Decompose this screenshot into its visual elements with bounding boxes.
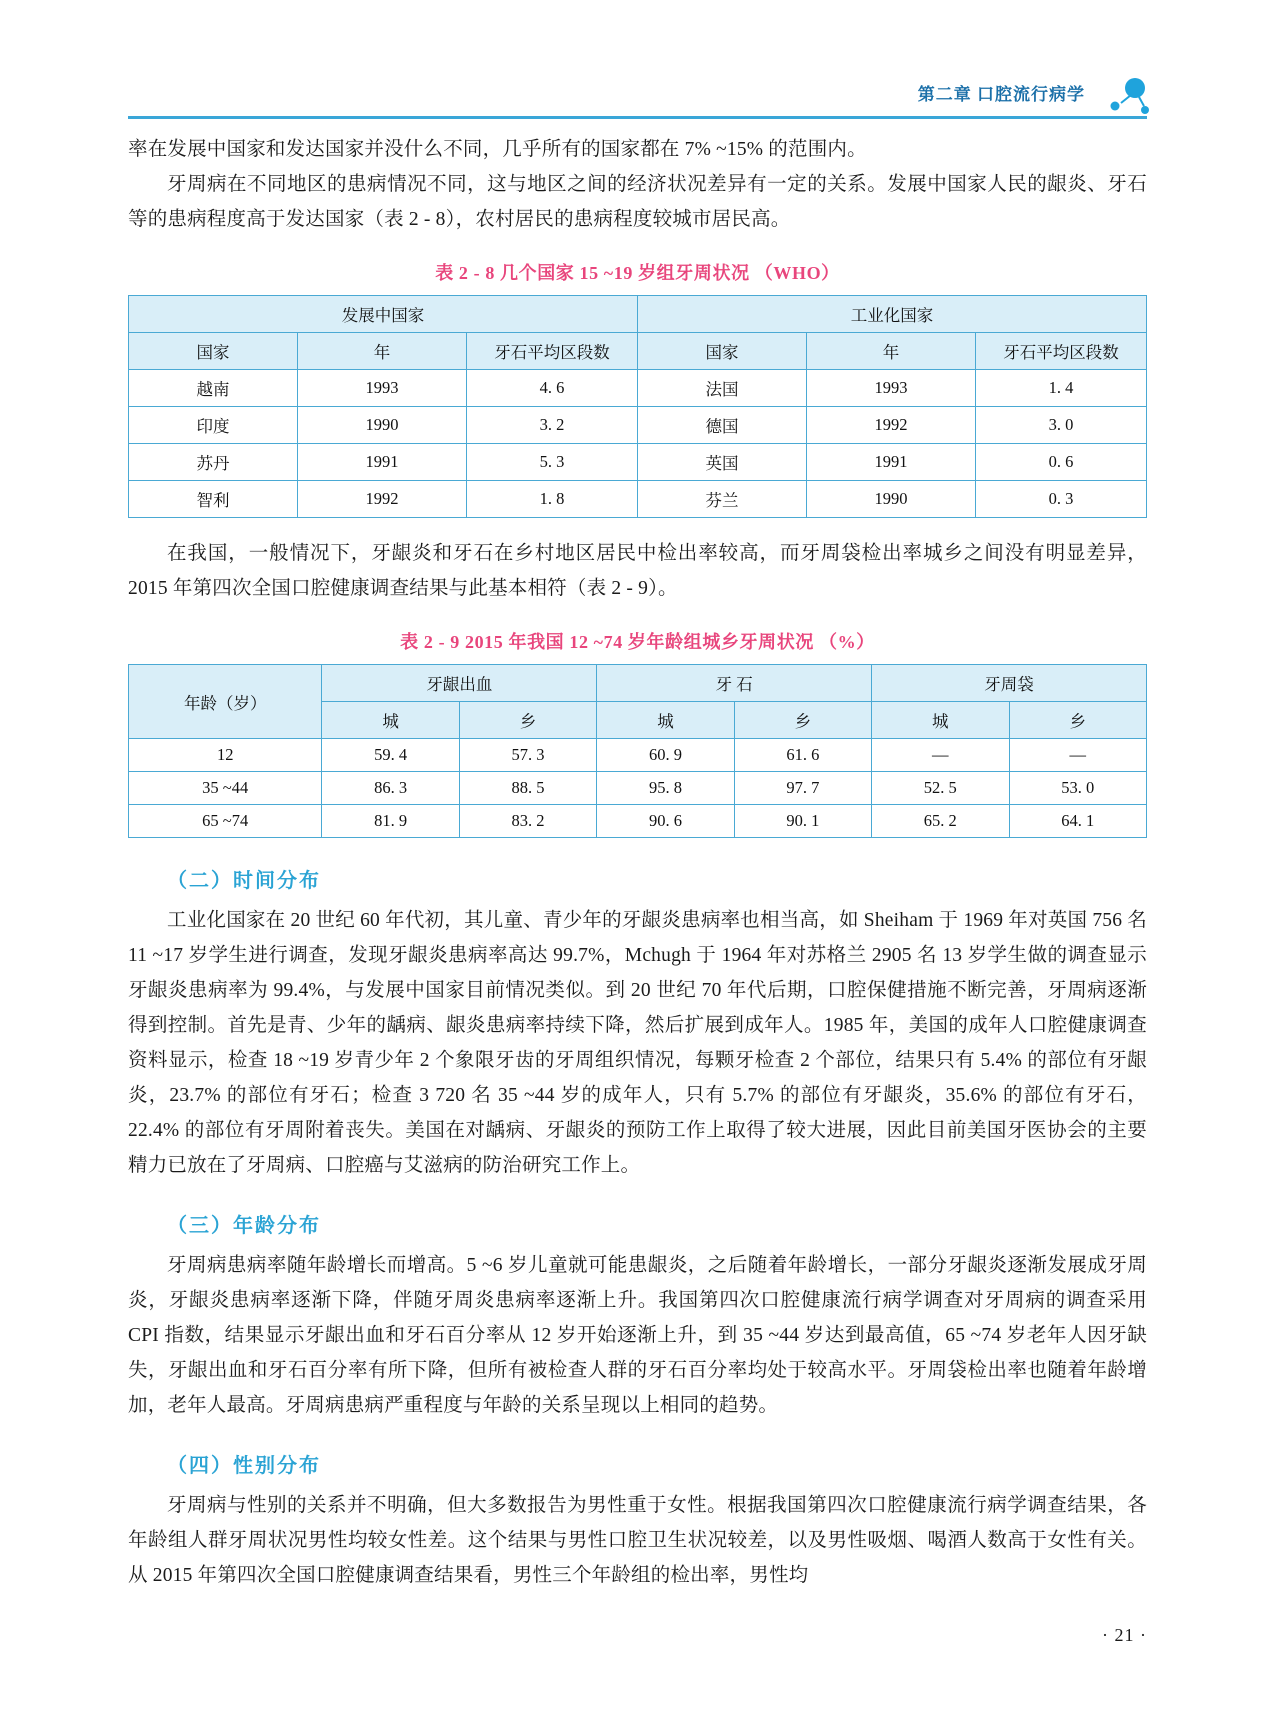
table-2-9-caption: 表 2 - 9 2015 年我国 12 ~74 岁年龄组城乡牙周状况 （%） [400, 632, 875, 652]
paragraph-3: 在我国，一般情况下，牙龈炎和牙石在乡村地区居民中检出率较高，而牙周袋检出率城乡之间没有明显差异，2015 年第四次全国口腔健康调查结果与此基本相符（表 2 - 9）。 [128, 543, 1147, 599]
sub-header-rural-2: 乡 [734, 702, 871, 739]
col-year-1: 年 [297, 333, 466, 370]
table-row [129, 772, 1147, 805]
table-column-header-row [129, 333, 1147, 370]
cell: 90. 1 [734, 805, 871, 838]
page-header [128, 78, 1147, 122]
cell: 1993 [297, 370, 466, 407]
page-content [128, 132, 1147, 1593]
section-heading-age-distribution: （三）年龄分布 [167, 1215, 321, 1237]
cell: 3. 0 [975, 407, 1146, 444]
table-row [129, 370, 1147, 407]
cell: 1990 [806, 481, 975, 518]
group-header-gingival-bleeding: 牙龈出血 [322, 665, 597, 702]
cell: 65 ~74 [129, 805, 322, 838]
cell: 芬兰 [637, 481, 806, 518]
col-calculus-1: 牙石平均区段数 [466, 333, 637, 370]
cell: 83. 2 [459, 805, 596, 838]
cell: 64. 1 [1009, 805, 1146, 838]
table-row [129, 481, 1147, 518]
cell: 52. 5 [872, 772, 1009, 805]
table-row [129, 739, 1147, 772]
cell: 3. 2 [466, 407, 637, 444]
paragraph-6: 牙周病与性别的关系并不明确，但大多数报告为男性重于女性。根据我国第四次口腔健康流行病学调查结果，各年龄组人群牙周状况男性均较女性差。这个结果与男性口腔卫生状况较差，以及男性吸烟、喝酒人数高于女性有关。从 2015 年第四次全国口腔健康调查结果看，男性三个年龄组的检出率，男性均 [128, 1495, 1147, 1586]
group-header-periodontal-pocket: 牙周袋 [872, 665, 1147, 702]
cell: 90. 6 [597, 805, 734, 838]
cell: 97. 7 [734, 772, 871, 805]
table-row [129, 407, 1147, 444]
sub-header-urban-1: 城 [322, 702, 459, 739]
cell: 印度 [129, 407, 298, 444]
col-year-2: 年 [806, 333, 975, 370]
cell: 59. 4 [322, 739, 459, 772]
cell: 4. 6 [466, 370, 637, 407]
col-calculus-2: 牙石平均区段数 [975, 333, 1146, 370]
paragraph-5: 牙周病患病率随年龄增长而增高。5 ~6 岁儿童就可能患龈炎，之后随着年龄增长，一部分牙龈炎逐渐发展成牙周炎，牙龈炎患病率逐渐下降，伴随牙周炎患病率逐渐上升。我国第四次口腔健康流行病学调查对牙周病的调查采用 CPI 指数，结果显示牙龈出血和牙石百分率从 12 岁开始逐渐上升，到 35 ~44 岁达到最高值，65 ~74 岁老年人因牙缺失，牙龈出血和牙石百分率有所下降，但所有被检查人群的牙石百分率均处于较高水平。牙周袋检出率也随着年龄增加，老年人最高。牙周病患病严重程度与年龄的关系呈现以上相同的趋势。 [128, 1255, 1147, 1416]
cell: 5. 3 [466, 444, 637, 481]
cell: — [872, 739, 1009, 772]
table-group-header-row [129, 296, 1147, 333]
cell: 1992 [297, 481, 466, 518]
cell: 0. 6 [975, 444, 1146, 481]
cell: 1. 8 [466, 481, 637, 518]
paragraph-4: 工业化国家在 20 世纪 60 年代初，其儿童、青少年的牙龈炎患病率也相当高，如 Sheiham 于 1969 年对英国 756 名 11 ~17 岁学生进行调查，发现牙龈炎患病率高达 99.7%，Mchugh 于 1964 年对苏格兰 2905 名 13 岁学生做的调查显示牙龈炎患病率为 99.4%，与发展中国家目前情况类似。到 20 世纪 70 年代后期，口腔保健措施不断完善，牙周病逐渐得到控制。首先是青、少年的龋病、龈炎患病率持续下降，然后扩展到成年人。1985 年，美国的成年人口腔健康调查资料显示，检查 18 ~19 岁青少年 2 个象限牙齿的牙周组织情况，每颗牙检查 2 个部位，结果只有 5.4% 的部位有牙龈炎，23.7% 的部位有牙石；检查 3 720 名 35 ~44 岁的成年人，只有 5.7% 的部位有牙龈炎，35.6% 的部位有牙石，22.4% 的部位有牙周附着丧失。美国在对龋病、牙龈炎的预防工作上取得了较大进展，因此目前美国牙医协会的主要精力已放在了牙周病、口腔癌与艾滋病的防治研究工作上。 [128, 910, 1147, 1176]
cell: 法国 [637, 370, 806, 407]
group-header-industrial: 工业化国家 [637, 296, 1146, 333]
cell: 英国 [637, 444, 806, 481]
corner-header-age: 年龄（岁） [129, 665, 322, 739]
cell: 12 [129, 739, 322, 772]
table-group-header-row [129, 665, 1147, 702]
paragraph-2: 牙周病在不同地区的患病情况不同，这与地区之间的经济状况差异有一定的关系。发展中国家人民的龈炎、牙石等的患病程度高于发达国家（表 2 - 8），农村居民的患病程度较城市居民高。 [128, 174, 1147, 230]
table-2-9 [128, 664, 1147, 838]
cell: 1990 [297, 407, 466, 444]
cell: — [1009, 739, 1146, 772]
cell: 88. 5 [459, 772, 596, 805]
paragraph-1: 率在发展中国家和发达国家并没什么不同，几乎所有的国家都在 7% ~15% 的范围内。 [128, 139, 867, 160]
table-row [129, 444, 1147, 481]
cell: 越南 [129, 370, 298, 407]
cell: 1992 [806, 407, 975, 444]
cell: 1991 [297, 444, 466, 481]
section-heading-gender-distribution: （四）性别分布 [167, 1455, 321, 1477]
cell: 苏丹 [129, 444, 298, 481]
group-header-calculus: 牙 石 [597, 665, 872, 702]
col-country-2: 国家 [637, 333, 806, 370]
sub-header-urban-3: 城 [872, 702, 1009, 739]
cell: 65. 2 [872, 805, 1009, 838]
table-row [129, 805, 1147, 838]
sub-header-urban-2: 城 [597, 702, 734, 739]
cell: 1. 4 [975, 370, 1146, 407]
page-number: · 21 · [1102, 1625, 1147, 1645]
sub-header-rural-1: 乡 [459, 702, 596, 739]
table-2-8-caption: 表 2 - 8 几个国家 15 ~19 岁组牙周状况 （WHO） [435, 263, 840, 283]
table-2-8 [128, 295, 1147, 518]
cell: 1991 [806, 444, 975, 481]
cell: 0. 3 [975, 481, 1146, 518]
cell: 53. 0 [1009, 772, 1146, 805]
cell: 35 ~44 [129, 772, 322, 805]
cell: 60. 9 [597, 739, 734, 772]
cell: 81. 9 [322, 805, 459, 838]
cell: 智利 [129, 481, 298, 518]
group-header-developing: 发展中国家 [129, 296, 638, 333]
cell: 德国 [637, 407, 806, 444]
cell: 95. 8 [597, 772, 734, 805]
chapter-title: 第二章 口腔流行病学 [917, 85, 1085, 104]
col-country-1: 国家 [129, 333, 298, 370]
cell: 61. 6 [734, 739, 871, 772]
cell: 86. 3 [322, 772, 459, 805]
sub-header-rural-3: 乡 [1009, 702, 1146, 739]
cell: 57. 3 [459, 739, 596, 772]
header-divider [128, 116, 1147, 119]
cell: 1993 [806, 370, 975, 407]
section-heading-time-distribution: （二）时间分布 [167, 870, 321, 892]
